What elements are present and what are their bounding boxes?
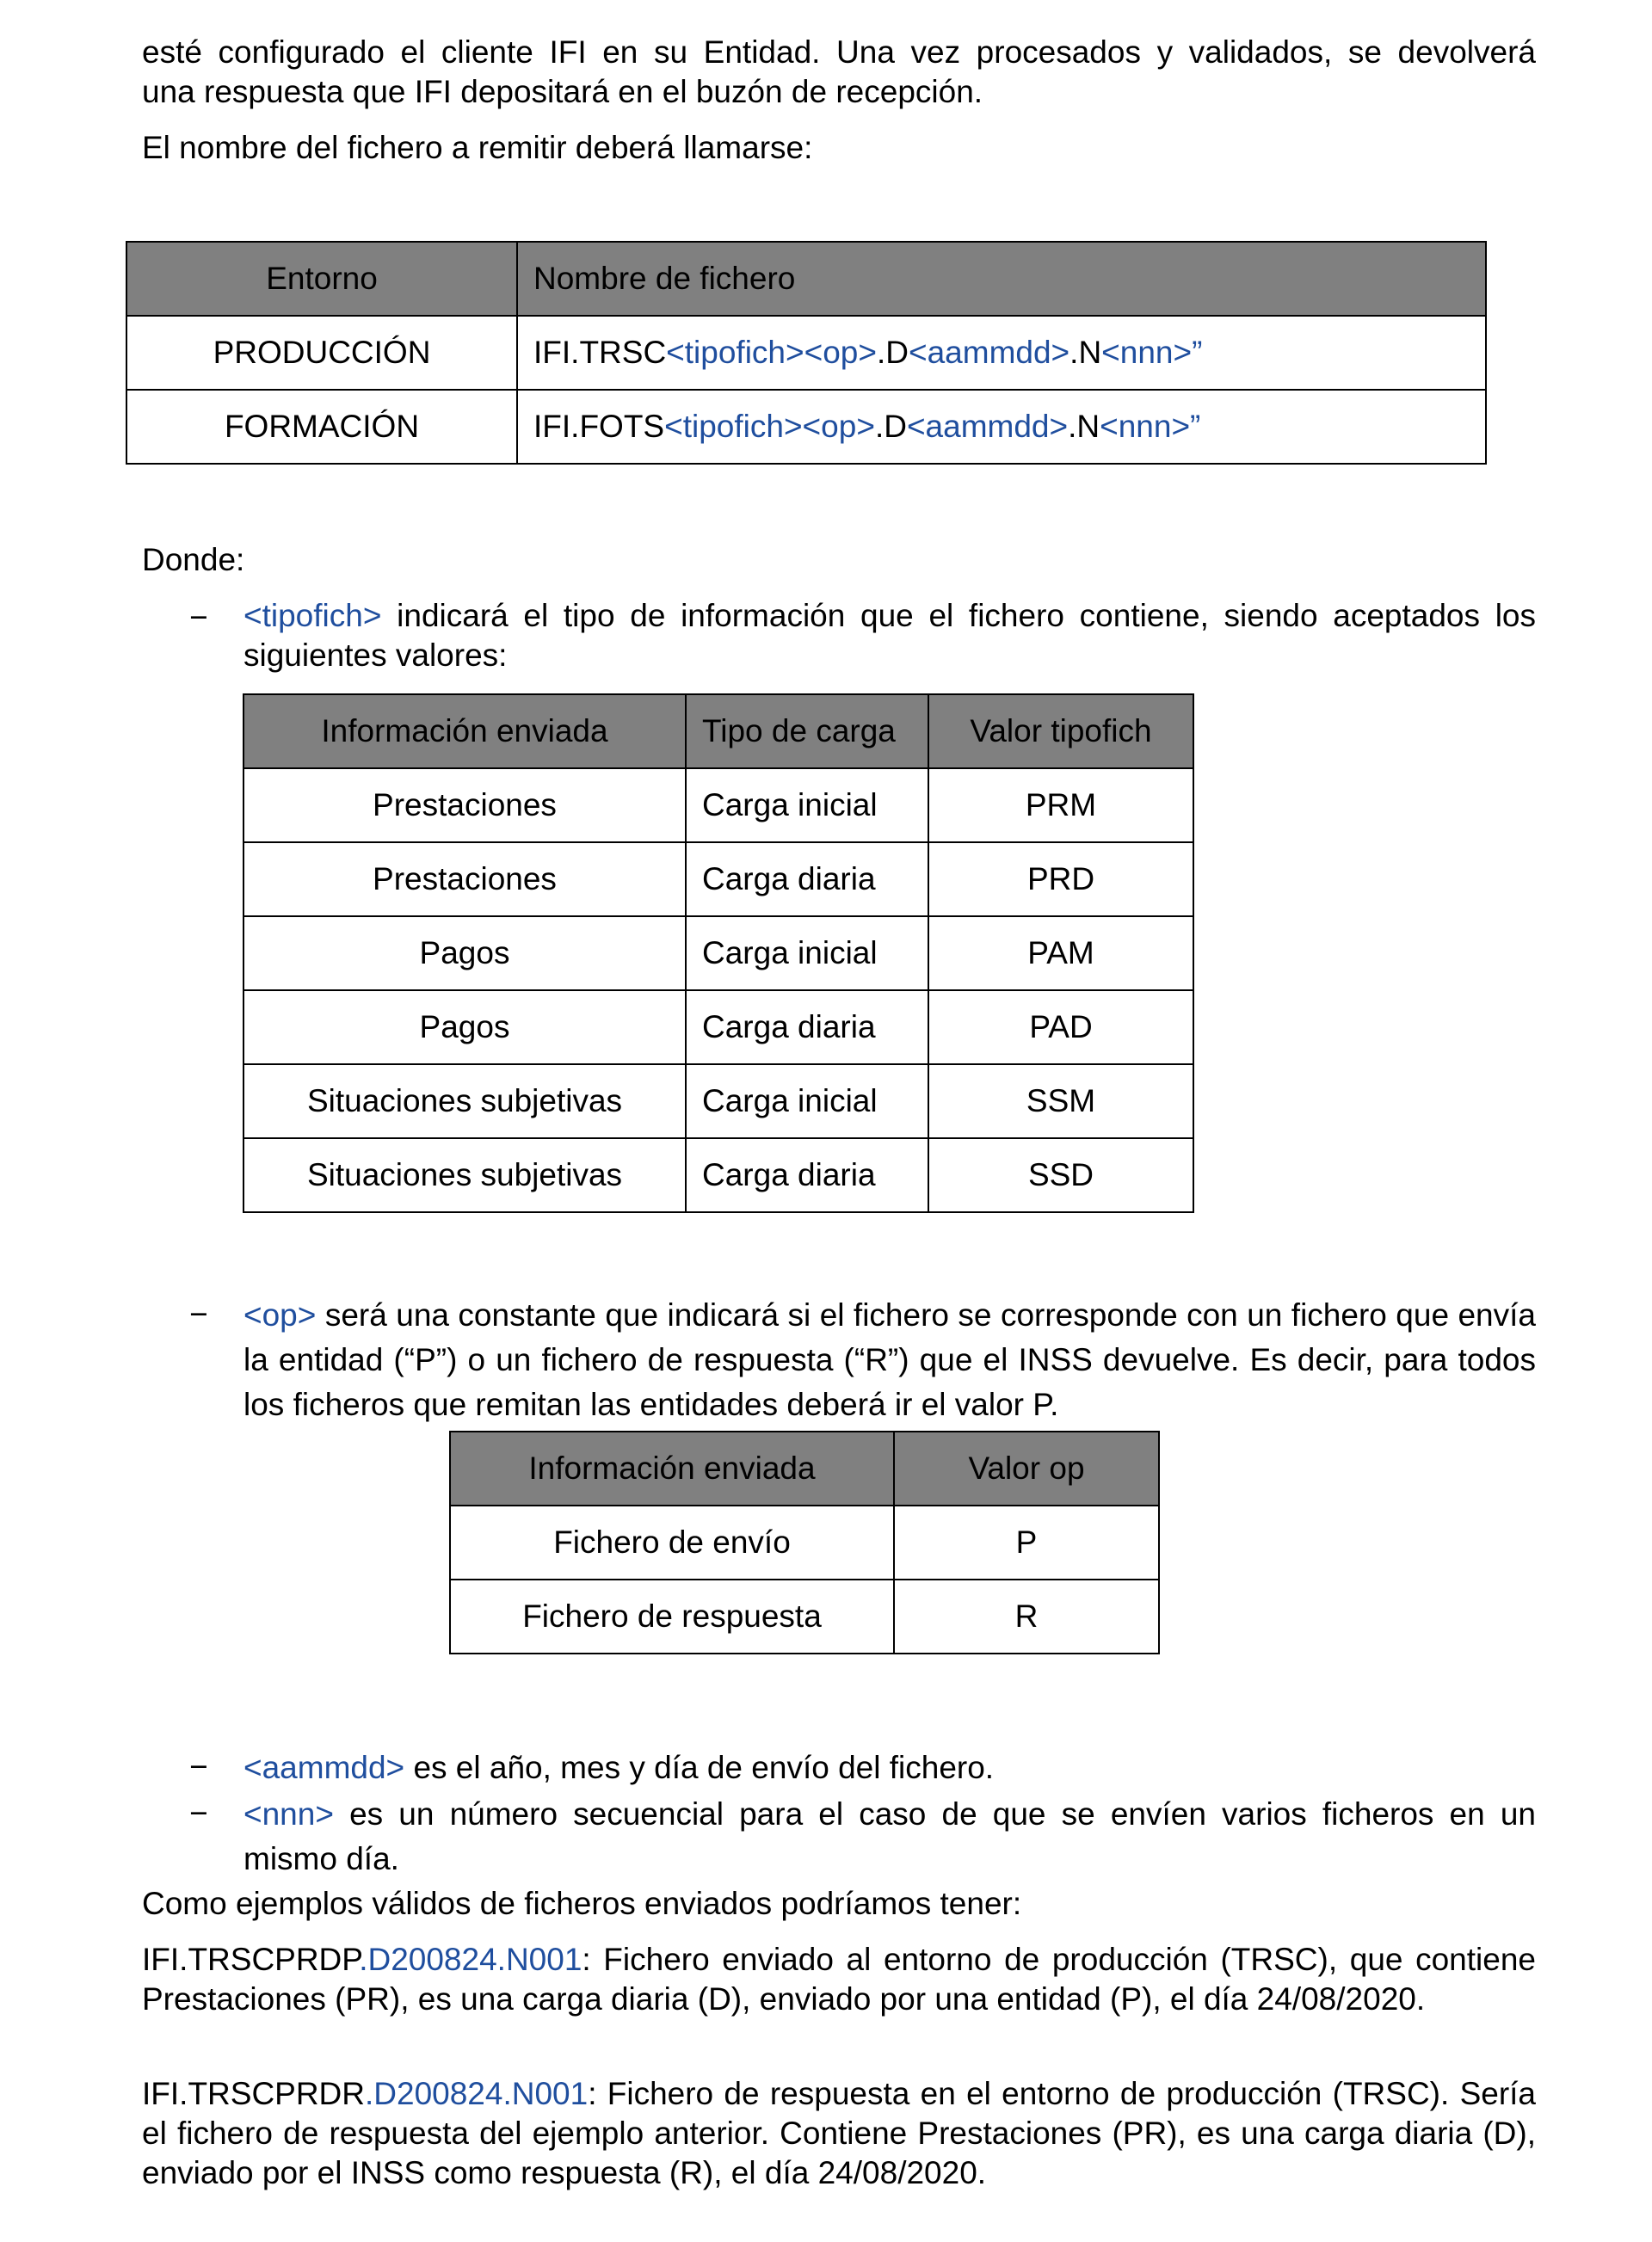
cell-carga: Carga inicial — [686, 916, 928, 990]
cell-carga: Carga inicial — [686, 1064, 928, 1138]
cell-valor: PAM — [928, 916, 1193, 990]
cell-valor: SSM — [928, 1064, 1193, 1138]
table-row — [243, 916, 1193, 990]
cell-info: Situaciones subjetivas — [243, 1064, 686, 1138]
cell-carga: Carga diaria — [686, 1138, 928, 1212]
table-row — [450, 1506, 1159, 1580]
cell-carga: Carga diaria — [686, 842, 928, 916]
cell-valor: R — [894, 1580, 1159, 1654]
donde-label: Donde: — [142, 542, 245, 577]
header-entorno: Entorno — [126, 242, 517, 316]
table-header-row — [126, 242, 1486, 316]
intro-line-1: esté configurado el cliente IFI en su Entidad. Una vez procesados y validados, se devolverá — [142, 34, 1536, 70]
env-cell: PRODUCCIÓN — [126, 316, 517, 390]
filename-cell: IFI.TRSC<tipofich><op>.D<aammdd>.N<nnn>” — [517, 316, 1486, 390]
examples-lead: Como ejemplos válidos de ficheros enviados podríamos tener: — [142, 1886, 1022, 1921]
cell-info: Pagos — [243, 990, 686, 1064]
table-row — [243, 1064, 1193, 1138]
table-row — [243, 990, 1193, 1064]
cell-valor: SSD — [928, 1138, 1193, 1212]
bullet-nnn: <nnn> es un número secuencial para el caso de que se envíen varios ficheros en un mismo día. — [243, 1796, 1536, 1876]
table-header-row — [450, 1432, 1159, 1506]
table-row — [126, 390, 1486, 464]
bullet-op: <op> será una constante que indicará si el fichero se corresponde con un fichero que envía la entidad (“P”) o un fichero de respuesta (“R”) que el INSS devuelve. Es decir, para todos los ficheros que remitan las entidades deberá ir el valor P. — [243, 1297, 1536, 1422]
example-2: IFI.TRSCPRDR.D200824.N001: Fichero de respuesta en el entorno de producción (TRSC). Sería el fichero de respuesta del ejemplo anterior. Contiene Prestaciones (PR), es una carga diaria (D), enviado por el INSS como respuesta (R), el día 24/08/2020. — [142, 2076, 1536, 2190]
table-row — [243, 768, 1193, 842]
bullet-tipofich: <tipofich> indicará el tipo de información que el fichero contiene, siendo aceptados los siguientes valores: — [243, 598, 1536, 673]
cell-info: Situaciones subjetivas — [243, 1138, 686, 1212]
cell-carga: Carga diaria — [686, 990, 928, 1064]
cell-info: Prestaciones — [243, 842, 686, 916]
bullet-dash: − — [189, 1297, 208, 1332]
table-row — [243, 1138, 1193, 1212]
cell-info: Fichero de respuesta — [450, 1580, 894, 1654]
bullet-dash: − — [189, 600, 208, 635]
bullet-aammdd: <aammdd> es el año, mes y día de envío del fichero. — [243, 1750, 995, 1785]
bullet-dash: − — [189, 1749, 208, 1784]
header-informacion: Información enviada — [243, 694, 686, 768]
environment-table — [126, 241, 1487, 465]
cell-info: Pagos — [243, 916, 686, 990]
filename-lead: El nombre del fichero a remitir deberá llamarse: — [142, 130, 813, 165]
cell-info: Prestaciones — [243, 768, 686, 842]
header-valor-tipofich: Valor tipofich — [928, 694, 1193, 768]
op-table — [449, 1431, 1160, 1654]
intro-line-2: una respuesta que IFI depositará en el buzón de recepción. — [142, 74, 983, 109]
cell-valor: P — [894, 1506, 1159, 1580]
cell-valor: PRM — [928, 768, 1193, 842]
cell-valor: PAD — [928, 990, 1193, 1064]
table-row — [126, 316, 1486, 390]
header-informacion: Información enviada — [450, 1432, 894, 1506]
table-header-row — [243, 694, 1193, 768]
cell-carga: Carga inicial — [686, 768, 928, 842]
cell-info: Fichero de envío — [450, 1506, 894, 1580]
env-cell: FORMACIÓN — [126, 390, 517, 464]
header-tipo-carga: Tipo de carga — [686, 694, 928, 768]
example-1: IFI.TRSCPRDP.D200824.N001: Fichero enviado al entorno de producción (TRSC), que contiene Prestaciones (PR), es una carga diaria (D), enviado por una entidad (P), el día 24/08/2020. — [142, 1942, 1536, 2017]
filename-cell: IFI.FOTS<tipofich><op>.D<aammdd>.N<nnn>” — [517, 390, 1486, 464]
cell-valor: PRD — [928, 842, 1193, 916]
header-nombre-fichero: Nombre de fichero — [517, 242, 1486, 316]
tipofich-table — [243, 693, 1194, 1213]
table-row — [243, 842, 1193, 916]
header-valor-op: Valor op — [894, 1432, 1159, 1506]
table-row — [450, 1580, 1159, 1654]
bullet-dash: − — [189, 1795, 208, 1831]
